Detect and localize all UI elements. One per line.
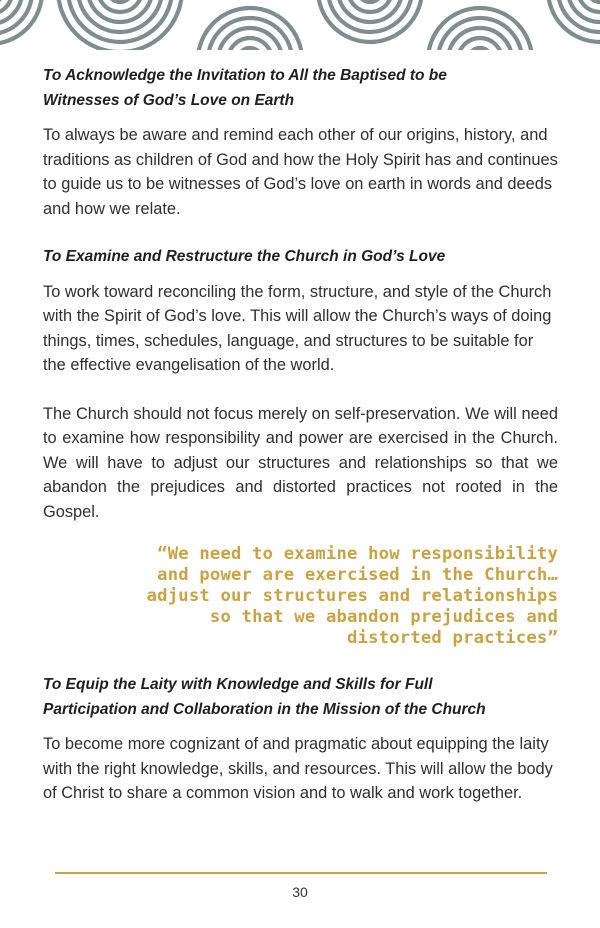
page-content [43,64,558,830]
paragraph-equip: To become more cognizant of and pragmatic about equipping the laity with the right knowledge, skills, and resources. This will allow the body of Christ to share a common vision and to walk and work together. [43,735,553,802]
pull-quote-line: so that we abandon prejudices and [209,607,558,627]
section-heading-acknowledge [43,64,558,113]
footer-divider [55,872,547,874]
heading-line: Witnesses of God’s Love on Earth [43,91,295,109]
page-number: 30 [292,884,308,900]
pull-quote-line: distorted practices” [347,628,558,648]
section-heading-equip [43,673,558,722]
pull-quote-line: “We need to examine how responsibility [157,544,558,564]
pull-quote-line: and power are exercised in the Church… [157,565,558,585]
paragraph-acknowledge: To always be aware and remind each other of our origins, history, and traditions as children of God and how the Holy Spirit has and continues to guide us to be witnesses of God’s love on earth in words and deeds and how we relate. [43,126,558,218]
heading-line: Participation and Collaboration in the Mission of the Church [43,700,486,718]
section-heading-examine: To Examine and Restructure the Church in God’s Love [43,248,446,265]
concentric-arcs-pattern [0,0,600,50]
pull-quote-line: adjust our structures and relationships [146,586,558,606]
heading-line: To Equip the Laity with Knowledge and Skills for Full [43,676,433,693]
pull-quote [43,544,558,649]
paragraph-examine-2: The Church should not focus merely on self-preservation. We will need to examine how responsibility and power are exercised in the Church. We will have to adjust our structures and relationships so that we abandon the prejudices and distorted practices not rooted in the Gospel. [43,404,558,521]
decorative-banner [0,0,600,50]
heading-line: To Acknowledge the Invitation to All the Baptised to be [43,67,447,84]
paragraph-examine-1: To work toward reconciling the form, structure, and style of the Church with the Spirit of God’s love. This will allow the Church’s ways of doing things, times, schedules, language, and structures to be suitable for the effective evangelisation of the world. [43,282,552,374]
